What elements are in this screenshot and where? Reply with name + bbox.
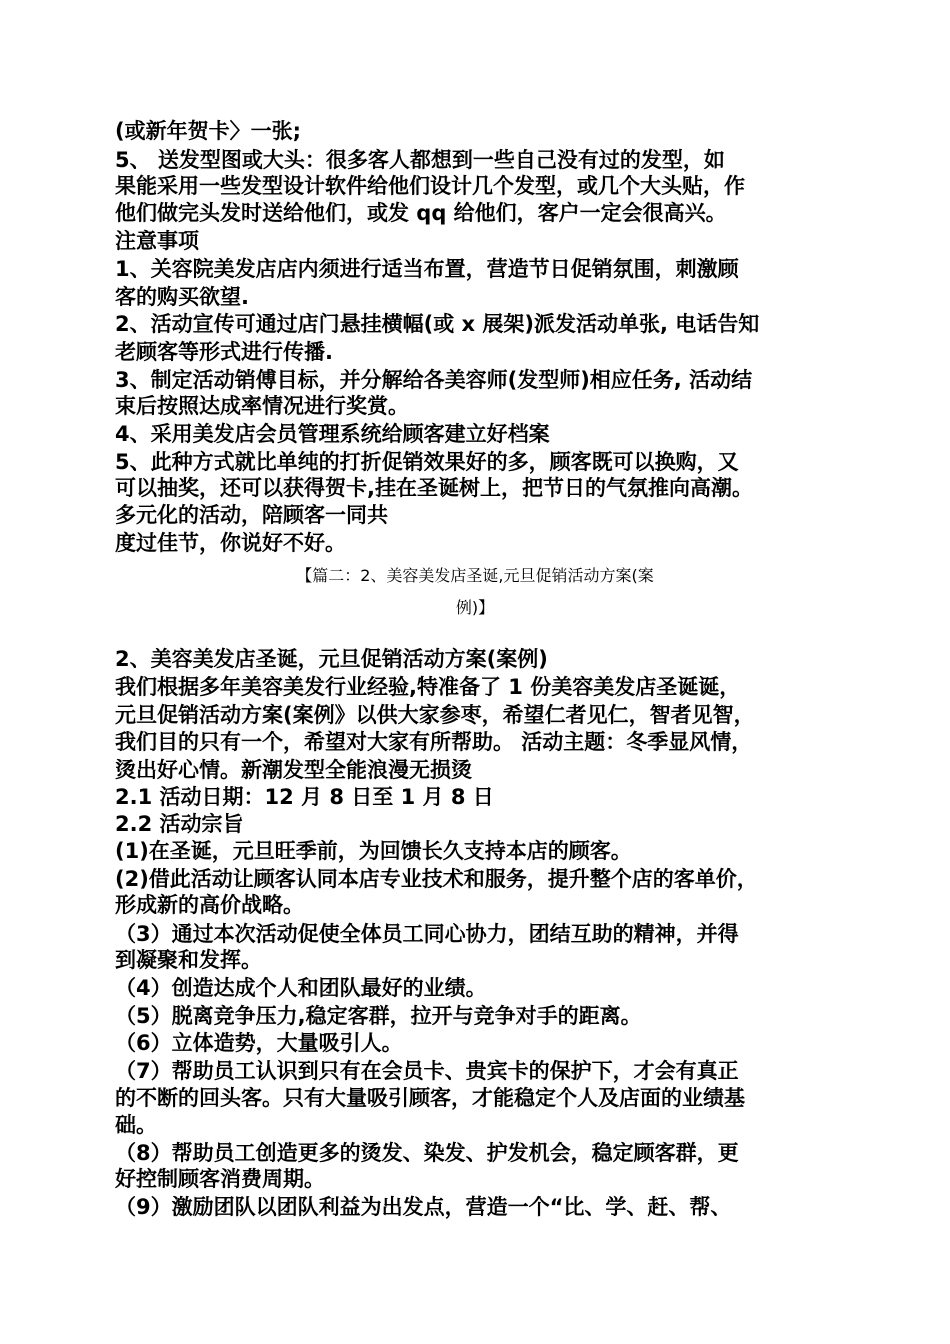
text-line: 3、制定活动销傅目标，并分解给各美容师(发型师)相应任务, 活动结 — [115, 368, 753, 392]
text-line: 形成新的高价战略。 — [115, 893, 304, 917]
text-line: 5、此种方式就比单纯的打折促销效果好的多，顾客既可以换购，又 — [115, 450, 739, 474]
text-line: 果能采用一些发型设计软件给他们设计几个发型，或几个大头贴，作 — [115, 174, 745, 198]
text-line: 老顾客等形式进行传播. — [115, 340, 333, 364]
text-line: (2)借此活动让顾客认同本店专业技术和服务，提升整个店的客单价， — [115, 867, 758, 891]
text-line: （6）立体造势，大量吸引人。 — [115, 1031, 403, 1055]
text-line: （5）脱离竞争压力,稳定客群，拉开与竞争对手的距离。 — [115, 1004, 642, 1028]
text-line: 1、关容院美发店店内须进行适当布置，营造节日促销氛围，刺激顾 — [115, 257, 739, 281]
text-line: 4、采用美发店会员管理系统给顾客建立好档案 — [115, 422, 550, 446]
text-line: 他们做完头发时送给他们，或发 qq 给他们，客户一定会很高兴。 — [115, 201, 727, 225]
text-line: 元旦促销活动方案(案例》以供大家参枣，希望仁者见仁，智者见智， — [115, 703, 755, 727]
chapter-heading: 例)】 — [455, 598, 495, 617]
text-line: （3）通过本次活动促使全体员工同心协力，团结互助的精神，并得 — [115, 922, 739, 946]
section-title-notes: 注意事项 — [115, 229, 199, 253]
text-line: 好控制顾客消费周期。 — [115, 1167, 325, 1191]
section-title-purpose: 2.2 活动宗旨 — [115, 812, 244, 836]
text-line: 客的购买欲望. — [115, 285, 249, 309]
text-line: 的不断的回头客。只有大量吸引顾客，才能稳定个人及店面的业绩基 — [115, 1086, 745, 1110]
section-title: 2、美容美发店圣诞，元旦促销活动方案(案例) — [115, 647, 548, 671]
text-line: 2、活动宣传可通过店门悬挂横幅(或 x 展架)派发活动单张, 电话告知 — [115, 312, 760, 336]
chapter-heading: 【篇二：2、美容美发店圣诞,元旦促销活动方案(案 — [296, 566, 654, 585]
text-line: （7）帮助员工认识到只有在会员卡、贵宾卡的保护下，才会有真正 — [115, 1059, 739, 1083]
text-line: 我们根据多年美容美发行业经验,特准备了 1 份美容美发店圣诞诞， — [115, 675, 741, 699]
text-line: 到凝聚和发挥。 — [115, 948, 262, 972]
text-line: 度过佳节，你说好不好。 — [115, 531, 346, 555]
text-line: 多元化的活动，陪顾客一同共 — [115, 503, 388, 527]
text-line: 可以抽奖，还可以获得贺卡,挂在圣诞树上，把节日的气氛推向高潮。 — [115, 476, 753, 500]
text-line: (1)在圣诞，元旦旺季前，为回馈长久支持本店的顾客。 — [115, 839, 632, 863]
text-line: 我们目的只有一个，希望对大家有所帮助。 活动主题：冬季显风情， — [115, 730, 753, 754]
text-line: 5、 送发型图或大头：很多客人都想到一些自己没有过的发型，如 — [115, 148, 725, 172]
text-line: （9）激励团队以团队利益为出发点，营造一个“比、学、赶、帮、 — [115, 1195, 732, 1219]
text-line: （8）帮助员工创造更多的烫发、染发、护发机会，稳定顾客群，更 — [115, 1141, 739, 1165]
text-line: （4）创造达成个人和团队最好的业绩。 — [115, 976, 487, 1000]
text-line: 烫出好心情。新潮发型全能浪漫无损烫 — [115, 758, 472, 782]
text-line: 础。 — [115, 1113, 157, 1137]
activity-date: 2.1 活动日期：12 月 8 日至 1 月 8 日 — [115, 785, 494, 809]
text-line: 束后按照达成率情况进行奖赏。 — [115, 394, 409, 418]
text-line: (或新年贺卡〉一张; — [115, 119, 301, 143]
